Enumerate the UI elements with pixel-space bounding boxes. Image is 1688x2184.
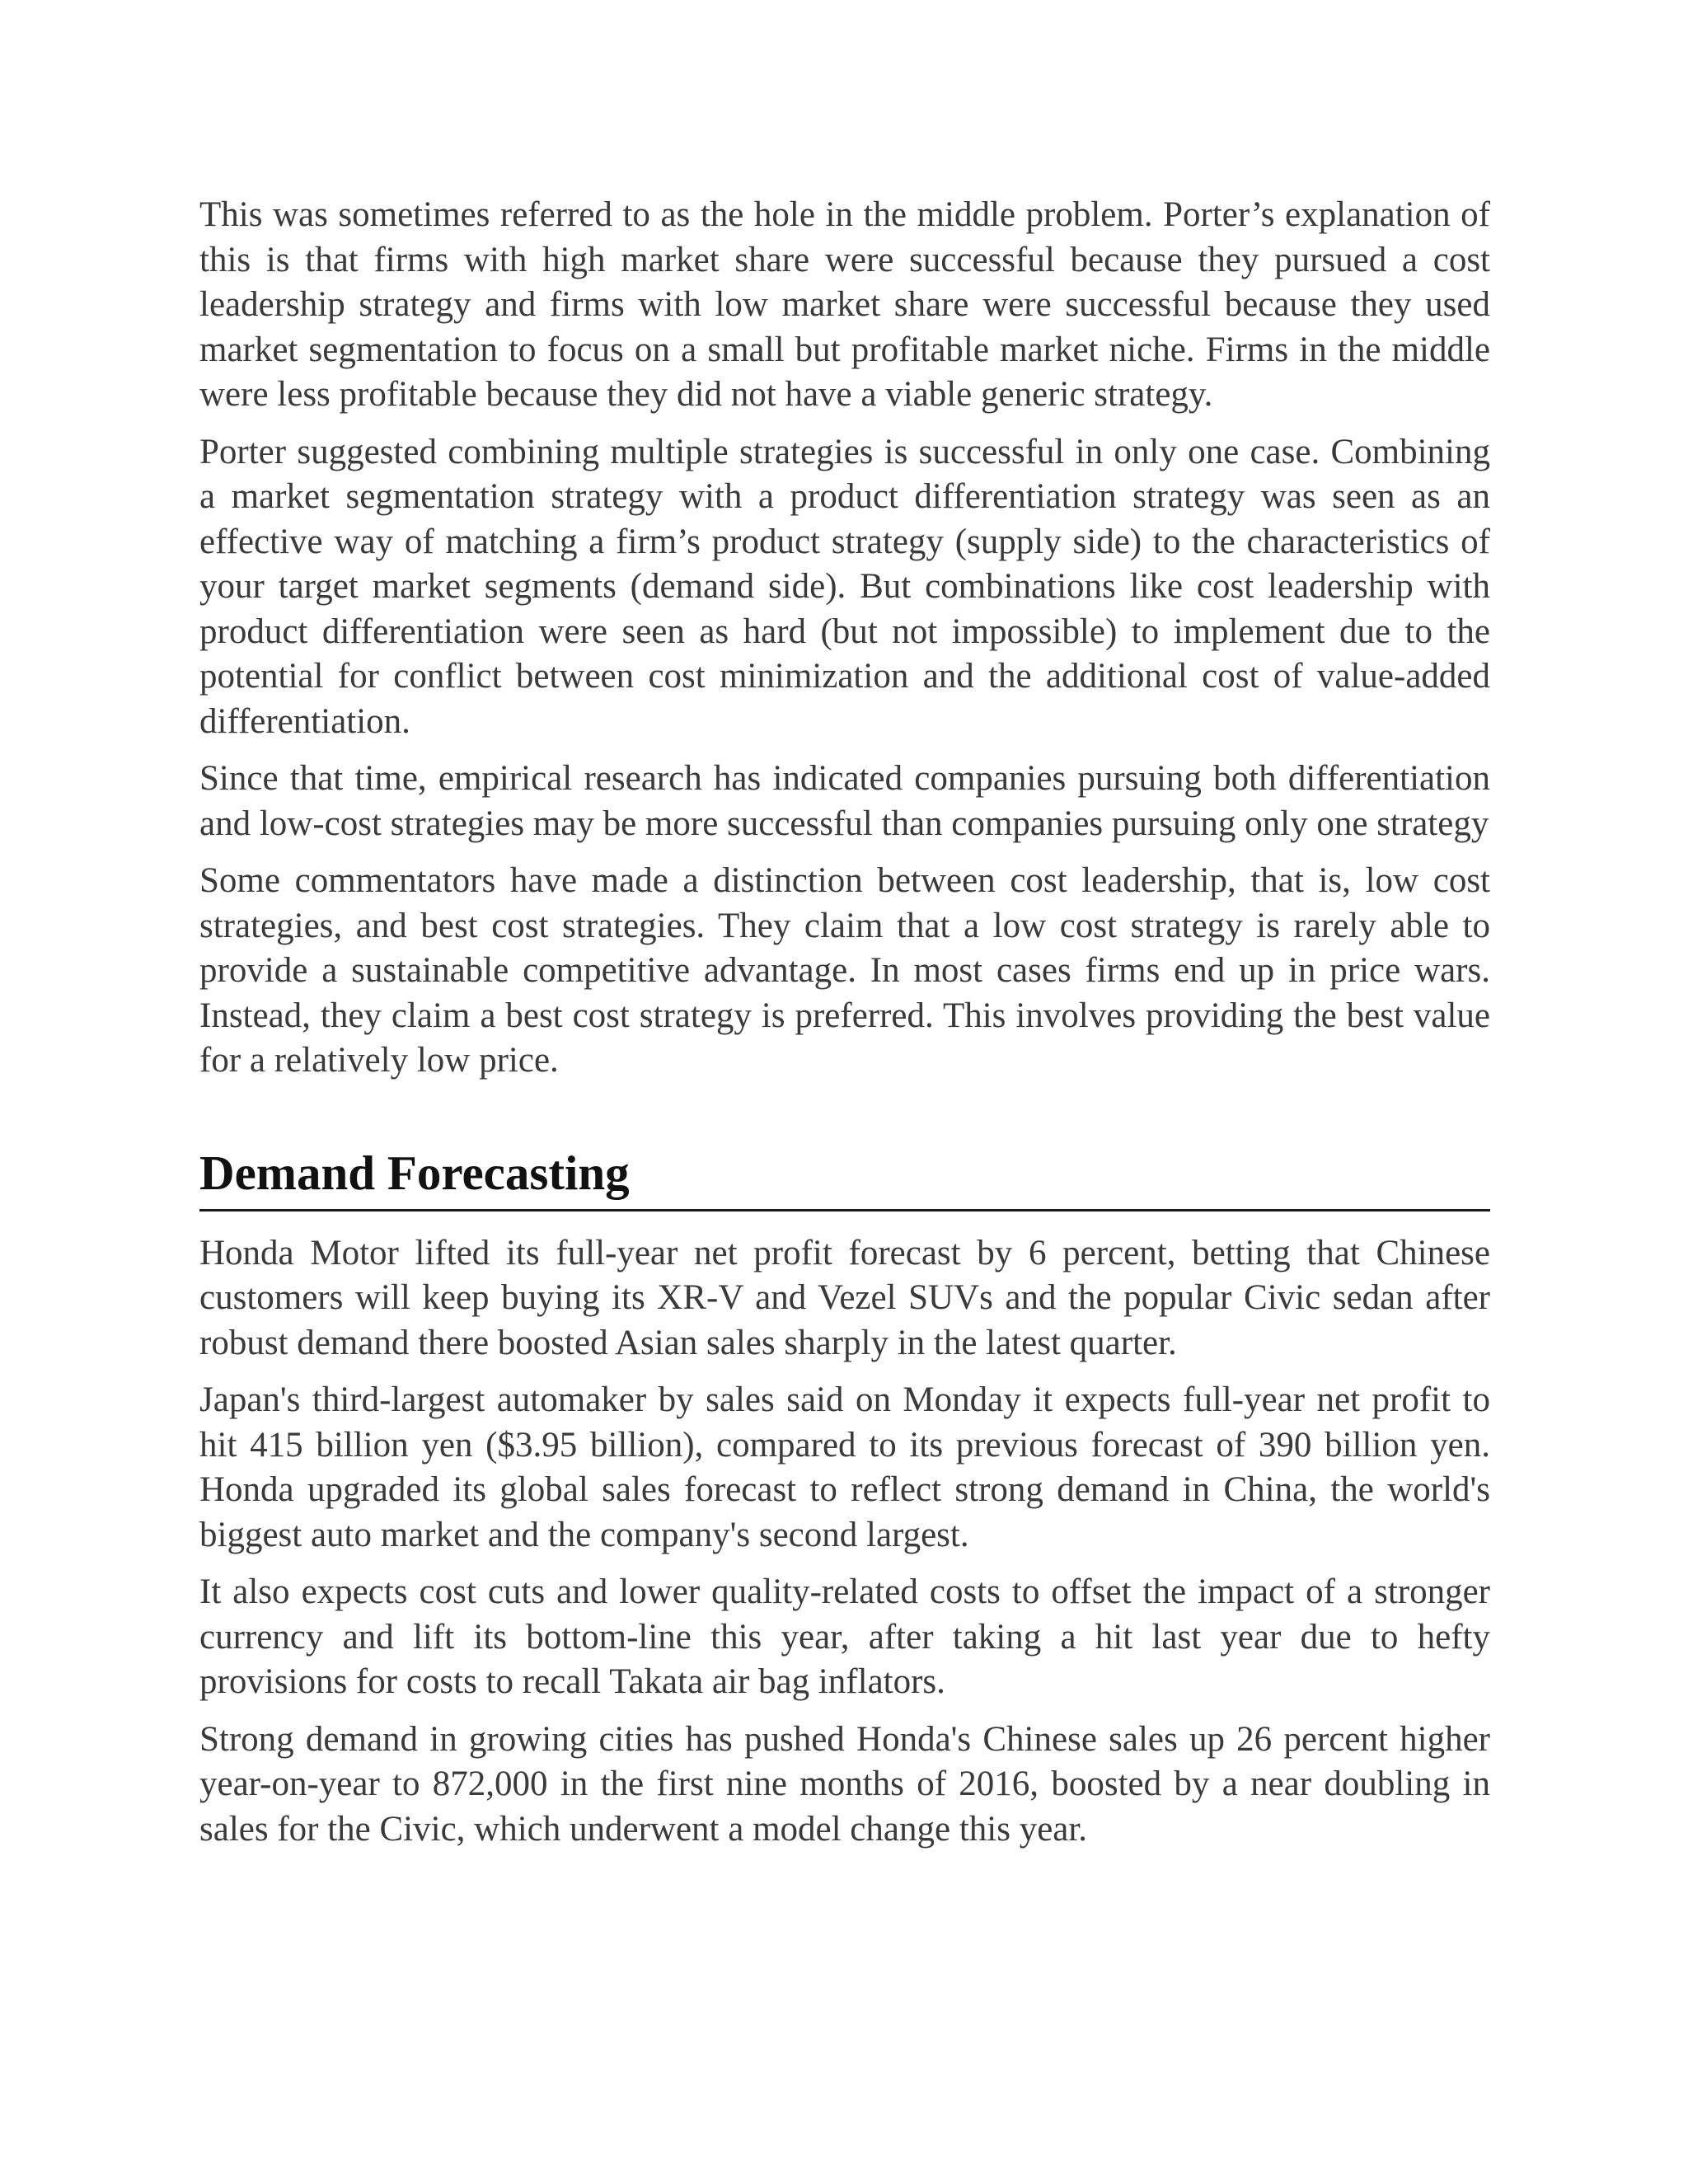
paragraph-honda-forecast: Honda Motor lifted its full-year net profit forecast by 6 percent, betting that Chinese customers will keep buying its XR-V and Vezel SUVs and the popular Civic sedan after robust demand there boosted Asian sales sharply in the latest quarter.	[199, 1233, 1490, 1362]
section-heading: Demand Forecasting	[199, 1143, 1490, 1212]
paragraph-best-cost: Some commentators have made a distinction between cost leadership, that is, low cost strategies, and best cost strategies. They claim that a low cost strategy is rarely able to provide a sustainable competitive advantage. In most cases firms end up in price wars. Instead, they claim a best cost strategy is preferred. This involves providing the best value for a relatively low price.	[199, 861, 1490, 1080]
paragraph-combining-strategies: Porter suggested combining multiple strategies is successful in only one case. Combining a market segmentation strategy with a product differentiation strategy was seen as an effective way of matching a firm’s product strategy (supply side) to the characteristics of your target market segments (demand side). But combinations like cost leadership with product differentiation were seen as hard (but not impossible) to implement due to the potential for conflict between cost minimization and the additional cost of value-added differentiation.	[199, 432, 1490, 741]
section-body	[199, 1231, 1490, 1853]
paragraph-chinese-sales: Strong demand in growing cities has pushed Honda's Chinese sales up 26 percent higher year-on-year to 872,000 in the first nine months of 2016, boosted by a near doubling in sales for the Civic, which underwent a model change this year.	[199, 1719, 1490, 1849]
paragraph-hole-in-middle: This was sometimes referred to as the hole in the middle problem. Porter’s explanation of this is that firms with high market share were successful because they pursued a cost leadership strategy and firms with low market share were successful because they used market segmentation to focus on a small but profitable market niche. Firms in the middle were less profitable because they did not have a viable generic strategy.	[199, 195, 1490, 414]
text-column	[199, 193, 1490, 1864]
paragraph-empirical-research: Since that time, empirical research has indicated companies pursuing both differentiation and low-cost strategies may be more successful than companies pursuing only one strategy	[199, 759, 1490, 843]
paragraph-net-profit: Japan's third-largest automaker by sales said on Monday it expects full-year net profit to hit 415 billion yen ($3.95 billion), compared to its previous forecast of 390 billion yen. Honda upgraded its global sales forecast to reflect strong demand in China, the world's biggest auto market and the company's second largest.	[199, 1380, 1490, 1554]
paragraph-cost-cuts: It also expects cost cuts and lower quality-related costs to offset the impact of a stronger currency and lift its bottom-line this year, after taking a hit last year due to hefty provisions for costs to recall Takata air bag inflators.	[199, 1572, 1490, 1701]
